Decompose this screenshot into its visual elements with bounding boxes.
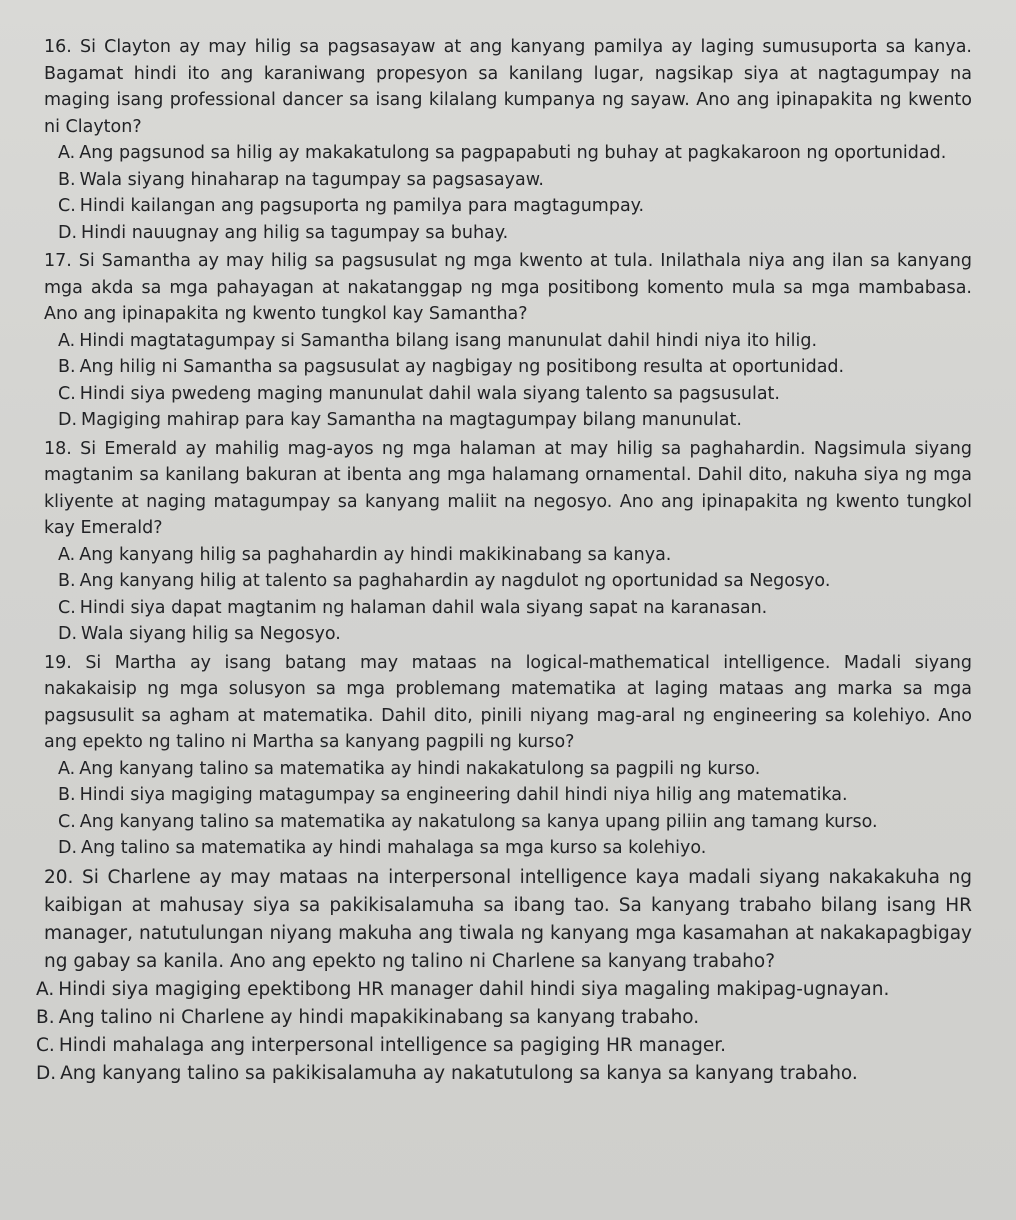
choice-text: Hindi siya magiging matagumpay sa engineering dahil hindi niya hilig ang matematika. bbox=[79, 785, 848, 805]
question-text: Si Charlene ay may mataas na interpersonal intelligence kaya madali siyang nakakakuha ng kaibigan at mahusay siya sa pakikisalamuha sa ibang tao. Sa kanyang trabaho bilang isang HR manager, natutulungan niyang makuha ang tiwala ng kanyang mga kasamahan at nakakapagbigay ng gabay sa kanila. Ano ang epekto ng talino ni Charlene sa kanyang trabaho? bbox=[44, 866, 972, 972]
choice-text: Wala siyang hilig sa Negosyo. bbox=[81, 624, 341, 644]
choice-text: Hindi kailangan ang pagsuporta ng pamilya para magtagumpay. bbox=[79, 196, 645, 216]
choice-letter: D. bbox=[58, 222, 78, 243]
question-stem bbox=[36, 864, 972, 976]
choice-text: Hindi siya dapat magtanim ng halaman dahil wala siyang sapat na karanasan. bbox=[79, 597, 768, 618]
question-text: Si Samantha ay may hilig sa pagsusulat ng mga kwento at tula. Inilathala niya ang ilan sa kanyang mga akda sa mga pahayagan at nakatanggap ng mga positibong komento mula sa mga mambabasa. Ano ang ipinapakita ng kwento tungkol kay Samantha? bbox=[44, 251, 972, 324]
choice-b bbox=[36, 782, 972, 809]
choice-letter: D. bbox=[36, 1062, 57, 1084]
choice-text: Ang talino ni Charlene ay hindi mapakikinabang sa kanyang trabaho. bbox=[58, 1006, 700, 1028]
choice-a bbox=[36, 328, 972, 355]
choice-text: Hindi nauugnay ang hilig sa tagumpay sa buhay. bbox=[81, 222, 509, 243]
choice-c bbox=[36, 1032, 972, 1060]
question-16 bbox=[36, 34, 972, 246]
choice-b bbox=[36, 568, 972, 595]
choice-letter: B. bbox=[58, 571, 76, 591]
choice-letter: C. bbox=[36, 1034, 55, 1056]
choice-text: Ang talino sa matematika ay hindi mahalaga sa mga kurso sa kolehiyo. bbox=[81, 838, 707, 858]
question-number: 17. bbox=[44, 251, 72, 271]
choice-d bbox=[36, 621, 972, 648]
question-number: 18. bbox=[44, 438, 72, 459]
choice-text: Ang pagsunod sa hilig ay makakatulong sa pagpapabuti ng buhay at pagkakaroon ng oportunidad. bbox=[79, 143, 947, 163]
choice-b bbox=[36, 167, 972, 194]
choice-letter: C. bbox=[58, 196, 76, 216]
choice-letter: B. bbox=[58, 169, 76, 190]
question-stem bbox=[36, 650, 972, 756]
choice-letter: A. bbox=[58, 330, 76, 351]
question-stem bbox=[36, 34, 972, 140]
question-stem bbox=[36, 436, 972, 542]
question-20 bbox=[36, 864, 972, 1088]
choice-letter: B. bbox=[36, 1006, 55, 1028]
choice-letter: D. bbox=[58, 838, 78, 858]
choice-letter: A. bbox=[58, 143, 76, 163]
choice-letter: C. bbox=[58, 597, 76, 618]
choice-letter: A. bbox=[58, 544, 76, 565]
choice-c bbox=[36, 193, 972, 220]
question-stem bbox=[36, 248, 972, 328]
question-number: 20. bbox=[44, 866, 74, 888]
choice-text: Wala siyang hinaharap na tagumpay sa pagsasayaw. bbox=[79, 169, 544, 190]
choice-a bbox=[36, 140, 972, 167]
choice-text: Ang kanyang talino sa matematika ay nakatulong sa kanya upang piliin ang tamang kurso. bbox=[79, 811, 878, 832]
choice-c bbox=[36, 595, 972, 622]
choice-letter: A. bbox=[58, 758, 76, 779]
choice-c bbox=[36, 381, 972, 408]
choice-letter: D. bbox=[58, 624, 78, 644]
question-19 bbox=[36, 650, 972, 862]
choice-d bbox=[36, 220, 972, 247]
question-text: Si Clayton ay may hilig sa pagsasayaw at ang kanyang pamilya ay laging sumusuporta sa kanya. Bagamat hindi ito ang karaniwang propesyon sa kanilang lugar, nagsikap siya at nagtagumpay na maging isang professional dancer sa isang kilalang kumpanya ng sayaw. Ano ang ipinapakita ng kwento ni Clayton? bbox=[44, 37, 972, 137]
choice-text: Hindi siya magiging epektibong HR manager dahil hindi siya magaling makipag-ugnayan. bbox=[58, 978, 890, 1000]
choice-d bbox=[36, 1060, 972, 1088]
choice-text: Ang hilig ni Samantha sa pagsusulat ay nagbigay ng positibong resulta at oportunidad. bbox=[79, 357, 845, 377]
choice-letter: D. bbox=[58, 410, 78, 430]
choice-a bbox=[36, 542, 972, 569]
question-number: 16. bbox=[44, 37, 72, 57]
choice-b bbox=[36, 354, 972, 381]
choice-text: Hindi magtatagumpay si Samantha bilang isang manunulat dahil hindi niya ito hilig. bbox=[79, 330, 818, 351]
choice-letter: B. bbox=[58, 357, 76, 377]
choice-a bbox=[36, 756, 972, 783]
question-17 bbox=[36, 248, 972, 434]
choice-text: Hindi siya pwedeng maging manunulat dahil wala siyang talento sa pagsusulat. bbox=[79, 383, 780, 404]
choice-letter: B. bbox=[58, 785, 76, 805]
choice-c bbox=[36, 809, 972, 836]
choice-d bbox=[36, 835, 972, 862]
choice-letter: A. bbox=[36, 978, 55, 1000]
choice-text: Ang kanyang talino sa matematika ay hindi nakakatulong sa pagpili ng kurso. bbox=[79, 758, 761, 779]
question-18 bbox=[36, 436, 972, 648]
choice-d bbox=[36, 407, 972, 434]
choice-text: Ang kanyang talino sa pakikisalamuha ay nakatutulong sa kanya sa kanyang trabaho. bbox=[60, 1062, 858, 1084]
question-text: Si Martha ay isang batang may mataas na logical-mathematical intelligence. Madali siyang nakakaisip ng mga solusyon sa mga problemang matematika at laging mataas ang marka sa mga pagsusulit sa agham at matematika. Dahil dito, pinili niyang mag-aral ng engineering sa kolehiyo. Ano ang epekto ng talino ni Martha sa kanyang pagpili ng kurso? bbox=[44, 652, 972, 752]
choice-text: Ang kanyang hilig at talento sa paghahardin ay nagdulot ng oportunidad sa Negosyo. bbox=[79, 571, 831, 591]
choice-text: Magiging mahirap para kay Samantha na magtagumpay bilang manunulat. bbox=[81, 410, 742, 430]
choice-b bbox=[36, 1004, 972, 1032]
choice-letter: C. bbox=[58, 811, 76, 832]
question-text: Si Emerald ay mahilig mag-ayos ng mga halaman at may hilig sa paghahardin. Nagsimula siyang magtanim sa kanilang bakuran at ibenta ang mga halamang ornamental. Dahil dito, nakuha siya ng mga kliyente at naging matagumpay sa kanyang maliit na negosyo. Ano ang ipinapakita ng kwento tungkol kay Emerald? bbox=[44, 438, 972, 538]
choice-a bbox=[36, 976, 972, 1004]
choice-letter: C. bbox=[58, 383, 76, 404]
choice-text: Hindi mahalaga ang interpersonal intelligence sa pagiging HR manager. bbox=[58, 1034, 727, 1056]
choice-text: Ang kanyang hilig sa paghahardin ay hindi makikinabang sa kanya. bbox=[79, 544, 672, 565]
question-number: 19. bbox=[44, 652, 72, 673]
